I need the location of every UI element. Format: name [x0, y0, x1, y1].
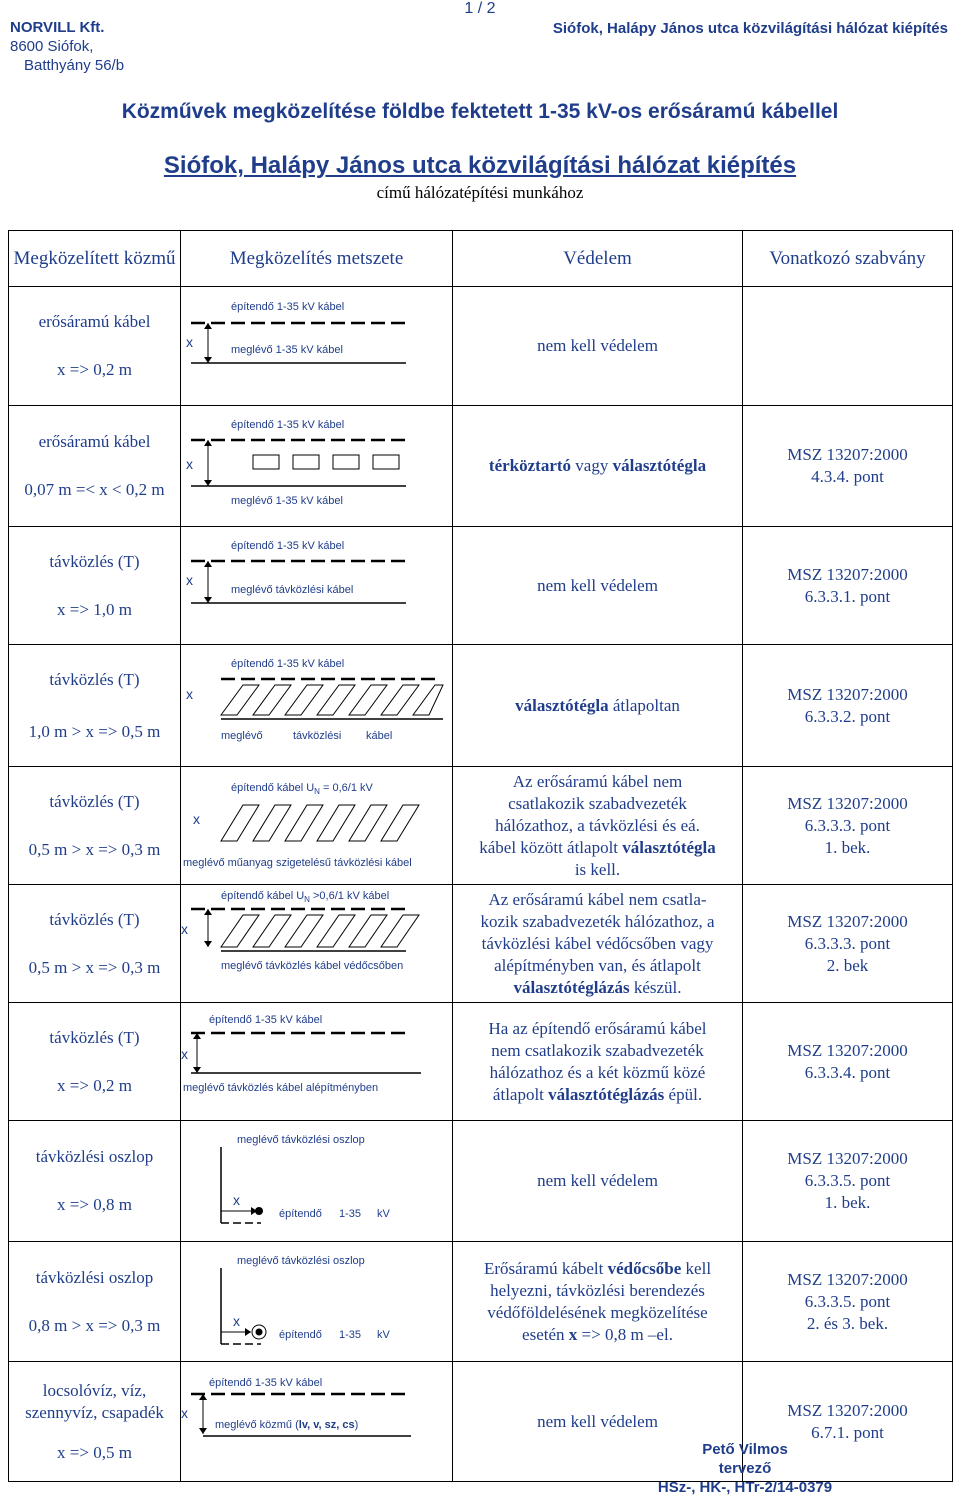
table-row: távközlés (T) x => 1,0 m építendő 1-35 kV kábel x meglévő távközlési kábel nem kell védelem MSZ 13207:2000 6.3.3.1. pont: [9, 527, 953, 645]
designer-name: Pető Vilmos: [702, 1441, 788, 1458]
svg-text:meglévő 1-35 kV kábel: meglévő 1-35 kV kábel: [231, 495, 343, 507]
header-col3: Védelem: [453, 231, 743, 287]
cross-section-diagram: [181, 1242, 453, 1362]
svg-text:távközlési: távközlési: [293, 730, 342, 742]
designer-code: HSz-, HK-, HTr-2/14-0379: [657, 1479, 833, 1496]
designer-role: tervező: [718, 1460, 772, 1477]
svg-text:meglévő műanyag szigetelésű tá: meglévő műanyag szigetelésű távközlési kábel: [183, 857, 412, 869]
cross-section-diagram: [181, 287, 453, 406]
svg-text:x: x: [186, 456, 193, 472]
cross-section-diagram: [181, 1121, 453, 1242]
company-block: [10, 18, 124, 75]
protection-cell: Az erősáramú kábel nem csatla- kozik szabadvezeték hálózathoz, a távközlési kábel védőcsőben vagy alépítményben van, és átlapolt választótéglázás készül.: [453, 885, 743, 1003]
table-row: erősáramú kábel x => 0,2 m építendő 1-35 kV kábel x meglévő 1-35 kV kábel nem kell védelem: [9, 287, 953, 406]
standard-cell: MSZ 13207:2000 6.3.3.3. pont 2. bek: [743, 885, 953, 1003]
main-title: Közművek megközelítése földbe fektetett 1-35 kV-os erősáramú kábellel: [121, 100, 839, 123]
svg-text:kábel: kábel: [366, 730, 393, 742]
svg-text:x: x: [193, 811, 200, 827]
table-row: locsolóvíz, víz, szennyvíz, csapadék x => 0,5 m építendő 1-35 kV kábel x meglévő közmű (lv, v, sz, cs) nem kell védelem MSZ 13207:2000 6.7.1. pont: [9, 1362, 953, 1482]
standard-cell: MSZ 13207:2000 4.3.4. pont: [743, 406, 953, 527]
protection-cell: térköztartó vagy választótégla: [453, 406, 743, 527]
svg-text:építendő kábel UN >0,6/1 kV ká: építendő kábel $U_N >0,6/1$ kV kábel: [221, 890, 390, 904]
company-name: NORVILL Kft.: [10, 19, 105, 36]
standard-cell: MSZ 13207:2000 6.3.3.1. pont: [743, 527, 953, 645]
diagram-bottom-label: meglévő 1-35 kV kábel: [231, 344, 343, 356]
protection-cell: nem kell védelem: [453, 1362, 743, 1482]
svg-text:meglévő távközlési kábel: meglévő távközlési kábel: [231, 584, 354, 596]
table-row: erősáramú kábel 0,07 m =< x < 0,2 m építendő 1-35 kV kábel x meglévő 1-35 kV kábel térköztartó vagy választótégla MSZ 13207:2000 4.3.4. pont: [9, 406, 953, 527]
header-col4: Vonatkozó szabvány: [743, 231, 953, 287]
standard-cell: MSZ 13207:2000 6.3.3.5. pont 1. bek.: [743, 1121, 953, 1242]
footer-signature: [645, 1440, 845, 1497]
svg-text:építendő 1-35 kV kábel: építendő 1-35 kV kábel: [231, 419, 345, 431]
protection-cell: nem kell védelem: [453, 287, 743, 406]
svg-text:meglévő távközlés kábel alépít: meglévő távközlés kábel alépítményben: [183, 1082, 379, 1094]
svg-text:x: x: [186, 686, 193, 702]
protection-cell: nem kell védelem: [453, 527, 743, 645]
svg-text:x: x: [186, 572, 193, 588]
svg-text:x: x: [233, 1192, 240, 1208]
header-col2: Megközelítés metszete: [181, 231, 453, 287]
page-number: 1 / 2: [464, 0, 496, 17]
svg-text:1-35: 1-35: [339, 1329, 362, 1341]
cross-section-diagram: [181, 885, 453, 1003]
standard-cell: MSZ 13207:2000 6.3.3.2. pont: [743, 645, 953, 767]
standard-cell: MSZ 13207:2000 6.7.1. pont: [743, 1362, 953, 1482]
project-subtitle: című hálózatépítési munkához: [376, 183, 584, 202]
protection-cell: Erősáramú kábelt védőcsőbe kell helyezni, távközlési berendezés védőföldelésének megközelítése esetén x => 0,8 m –el.: [453, 1242, 743, 1362]
table-row: távközlés (T) x => 0,2 m építendő 1-35 kV kábel x meglévő távközlés kábel alépítményben Ha az építendő erősáramú kábel nem csatlakozik szabadvezeték hálózathoz és a két közmű közé átlapolt választótéglázás épül. MSZ 13207:2000 6.3.3.4. pont: [9, 1003, 953, 1121]
table-row: távközlési oszlop x => 0,8 m meglévő távközlési oszlop x építendő 1-35 kV nem kell védelem MSZ 13207:2000 6.3.3.5. pont 1. bek.: [9, 1121, 953, 1242]
svg-text:meglévő távközlési oszlop: meglévő távközlési oszlop: [237, 1255, 365, 1267]
company-address-2: Batthyány 56/b: [24, 57, 125, 74]
company-address-1: 8600 Siófok,: [10, 38, 94, 55]
diagram-top-label: építendő 1-35 kV kábel: [231, 301, 345, 313]
svg-text:kV: kV: [377, 1329, 390, 1341]
svg-text:építendő 1-35 kV kábel: építendő 1-35 kV kábel: [231, 540, 345, 552]
svg-text:1-35: 1-35: [339, 1208, 362, 1220]
table-row: távközlés (T) 0,5 m > x => 0,3 m építendő kábel $U_N = 0,6/1$ kV x meglévő műanyag szigetelésű távközlési kábel Az erősáramú kábel nem csatlakozik szabadvezeték hálózathoz, a távközlési és eá. kábel között átlapolt választótégla is kell. MSZ 13207:2000 6.3.3.3. pont 1. bek.: [9, 767, 953, 885]
standard-cell: MSZ 13207:2000 6.3.3.3. pont 1. bek.: [743, 767, 953, 885]
svg-text:építendő: építendő: [279, 1329, 322, 1341]
table-header-row: [9, 231, 953, 287]
svg-text:építendő 1-35 kV kábel: építendő 1-35 kV kábel: [209, 1377, 323, 1389]
table-row: távközlés (T) 0,5 m > x => 0,3 m építendő kábel $U_N >0,6/1$ kV kábel x meglévő távközlés kábel védőcsőben Az erősáramú kábel nem csatla- kozik szabadvezeték hálózathoz, a távközlési kábel védőcsőben vagy alépítményben van, és átlapolt választótéglázás készül. MSZ 13207:2000 6.3.3.3. pont 2. bek: [9, 885, 953, 1003]
svg-text:x: x: [181, 921, 188, 937]
cross-section-diagram: [181, 1003, 453, 1121]
svg-text:x: x: [181, 1405, 188, 1421]
svg-text:építendő 1-35 kV kábel: építendő 1-35 kV kábel: [231, 658, 345, 670]
header-col1: Megközelített közmű: [9, 231, 181, 287]
standard-cell: MSZ 13207:2000 6.3.3.4. pont: [743, 1003, 953, 1121]
standard-cell: [743, 287, 953, 406]
cross-section-diagram: [181, 645, 453, 767]
diagram-top-label: építendő kábel $U_N = 0,6/1$ kV: [231, 782, 373, 796]
protection-cell: Ha az építendő erősáramú kábel nem csatlakozik szabadvezeték hálózathoz és a két közmű közé átlapolt választótéglázás épül.: [453, 1003, 743, 1121]
cross-section-diagram: [181, 1362, 453, 1482]
svg-text:építendő: építendő: [279, 1208, 322, 1220]
standard-cell: MSZ 13207:2000 6.3.3.5. pont 2. és 3. bek.: [743, 1242, 953, 1362]
project-title: Siófok, Halápy János utca közvilágítási hálózat kiépítés: [163, 152, 797, 179]
protection-cell: Az erősáramú kábel nem csatlakozik szabadvezeték hálózathoz, a távközlési és eá. kábel között átlapolt választótégla is kell.: [453, 767, 743, 885]
cross-section-diagram: [181, 406, 453, 527]
table-row: távközlési oszlop 0,8 m > x => 0,3 m meglévő távközlési oszlop x építendő 1-35 kV Erősáramú kábelt védőcsőbe kell helyezni, távközlési berendezés védőföldelésének megközelítése esetén x => 0,8 m –el. MSZ 13207:2000 6.3.3.5. pont 2. és 3. bek.: [9, 1242, 953, 1362]
svg-text:meglévő: meglévő: [221, 730, 263, 742]
svg-text:x: x: [186, 334, 193, 350]
svg-text:x: x: [181, 1046, 188, 1062]
svg-text:meglévő távközlés kábel védőcs: meglévő távközlés kábel védőcsőben: [221, 960, 404, 972]
svg-text:x: x: [233, 1313, 240, 1329]
protection-cell: nem kell védelem: [453, 1121, 743, 1242]
cross-section-diagram: [181, 767, 453, 885]
svg-text:építendő 1-35 kV kábel: építendő 1-35 kV kábel: [209, 1014, 323, 1026]
approach-table: [8, 230, 953, 1482]
cross-section-diagram: [181, 527, 453, 645]
svg-text:kV: kV: [377, 1208, 390, 1220]
header-project: Siófok, Halápy János utca közvilágítási hálózat kiépítés: [552, 20, 948, 37]
protection-cell: választótégla átlapoltan: [453, 645, 743, 767]
table-row: távközlés (T) 1,0 m > x => 0,5 m építendő 1-35 kV kábel x meglévő távközlési kábel választótégla átlapoltan MSZ 13207:2000 6.3.3.2. pont: [9, 645, 953, 767]
svg-text:meglévő távközlési oszlop: meglévő távközlési oszlop: [237, 1134, 365, 1146]
svg-text:meglévő közmű (lv, v, sz, cs): meglévő közmű (lv, v, sz, cs): [215, 1419, 359, 1431]
